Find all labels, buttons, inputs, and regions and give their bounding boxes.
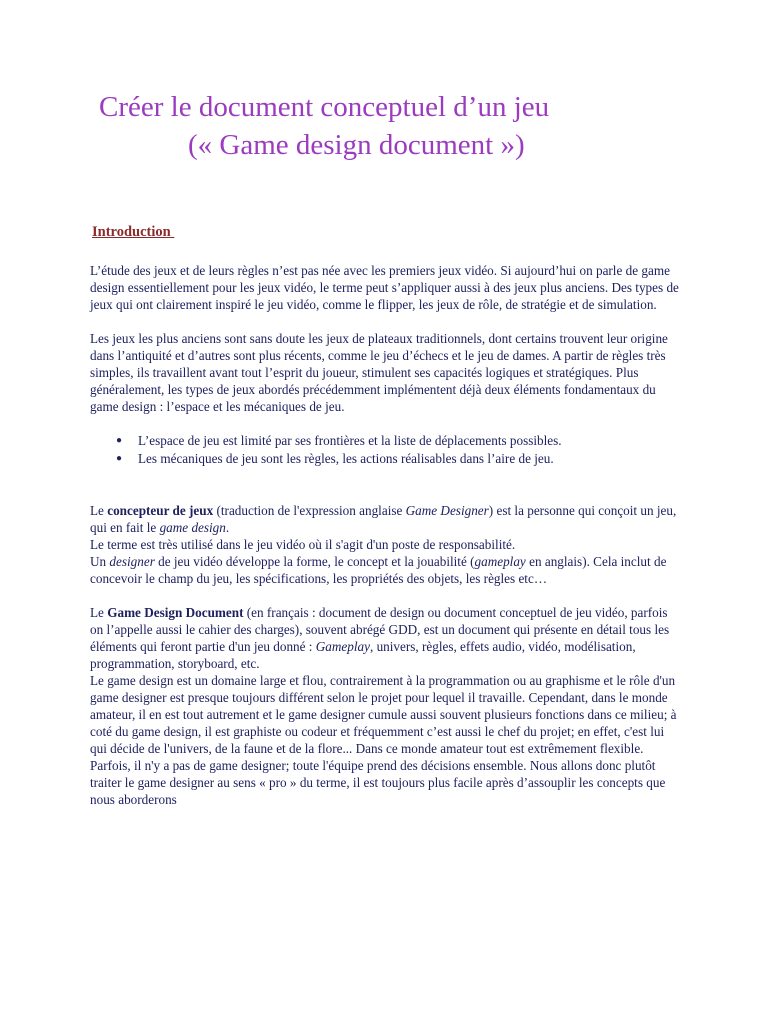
text-run: Le (90, 605, 108, 620)
text-run: en anglais). Cela inclut de concevoir le champ du jeu, les spécifications, les propriétés des objets, les règles etc… (90, 554, 667, 586)
paragraph-4 (90, 604, 680, 808)
text-run: Le (90, 503, 108, 518)
italic-term: designer (109, 554, 155, 569)
text-run: , univers, règles, effets audio, vidéo, modélisation, programmation, storyboard, etc. (90, 639, 636, 671)
italic-term: gameplay (474, 554, 526, 569)
text-run: ) est la personne qui conçoit un jeu, qui en fait le (90, 503, 677, 535)
bullet-icon: ● (116, 453, 123, 464)
document-body (90, 262, 680, 808)
text-run: Le game design est un domaine large et flou, contrairement à la programmation ou au graphisme et le rôle d'un game designer est presque toujours différent selon le projet pour lequel il travaille. Cependant, dans le monde amateur, il en est tout autrement et le game designer cumule aussi souvent plusieurs fonctions dans ce milieu; à coté du game design, il est graphiste ou codeur et fréquemment c’est aussi le chef du projet; en effet, c'est lui qui décide de l'univers, de la faune et de la flore... Dans ce monde amateur tout est extrêmement flexible. Parfois, il n'y a pas de game designer; toute l'équipe prend des décisions ensemble. Nous allons donc plutôt traiter le game designer au sens « pro » du terme, il est toujours plus facile après d’assouplir les concepts que nous aborderons (90, 673, 677, 807)
paragraph-1: L’étude des jeux et de leurs règles n’est pas née avec les premiers jeux vidéo. Si aujourd’hui on parle de game design essentiellement pour les jeux vidéo, le terme peut s’appliquer aussi à des jeux plus anciens. Des types de jeux qui ont clairement inspiré le jeu vidéo, comme le flipper, les jeux de rôle, de stratégie et de simulation. (90, 263, 679, 312)
italic-term: Game Designer (405, 503, 489, 518)
bullet-icon: ● (116, 435, 123, 446)
title-line-1: Créer le document conceptuel d’un jeu (99, 91, 550, 123)
paragraph-3 (90, 502, 680, 587)
italic-term: Gameplay (315, 639, 370, 654)
title-line-2: (« Game design document ») (188, 129, 525, 161)
bullet-list (90, 432, 680, 468)
bold-term-concepteur: concepteur de jeux (107, 503, 214, 518)
document-title (0, 88, 768, 164)
text-run: . (225, 520, 230, 535)
text-run: (traduction de l'expression anglaise (213, 503, 406, 518)
text-run: Un (90, 554, 110, 569)
list-item (90, 432, 680, 450)
text-run: (en français : document de design ou document conceptuel de jeu vidéo, parfois on l’appelle aussi le cahier des charges), souvent abrégé GDD, est un document qui présente en détail tous les éléments qui feront partie d'un jeu donné : (90, 605, 670, 654)
list-item-text: L’espace de jeu est limité par ses frontières et la liste de déplacements possibles. (138, 433, 562, 448)
text-run: Le terme est très utilisé dans le jeu vidéo où il s'agit d'un poste de responsabilité. (90, 537, 516, 552)
bold-term-gdd: Game Design Document (107, 605, 244, 620)
paragraph-2: Les jeux les plus anciens sont sans doute les jeux de plateaux traditionnels, dont certains trouvent leur origine dans l’antiquité et d’autres sont plus récents, comme le jeu d’échecs et le jeu de dames. A partir de règles très simples, ils travaillent avant tout l’esprit du joueur, stimulent ses capacités logiques et stratégiques. Plus généralement, les types de jeux abordés précédemment implémentent déjà deux éléments fondamentaux du game design : l’espace et les mécaniques de jeu. (90, 331, 668, 414)
section-heading-introduction: Introduction (92, 224, 175, 240)
italic-term: game design (159, 520, 226, 535)
list-item-text: Les mécaniques de jeu sont les règles, les actions réalisables dans l’aire de jeu. (138, 451, 554, 466)
list-item (90, 450, 680, 468)
text-run: de jeu vidéo développe la forme, le concept et la jouabilité ( (154, 554, 475, 569)
